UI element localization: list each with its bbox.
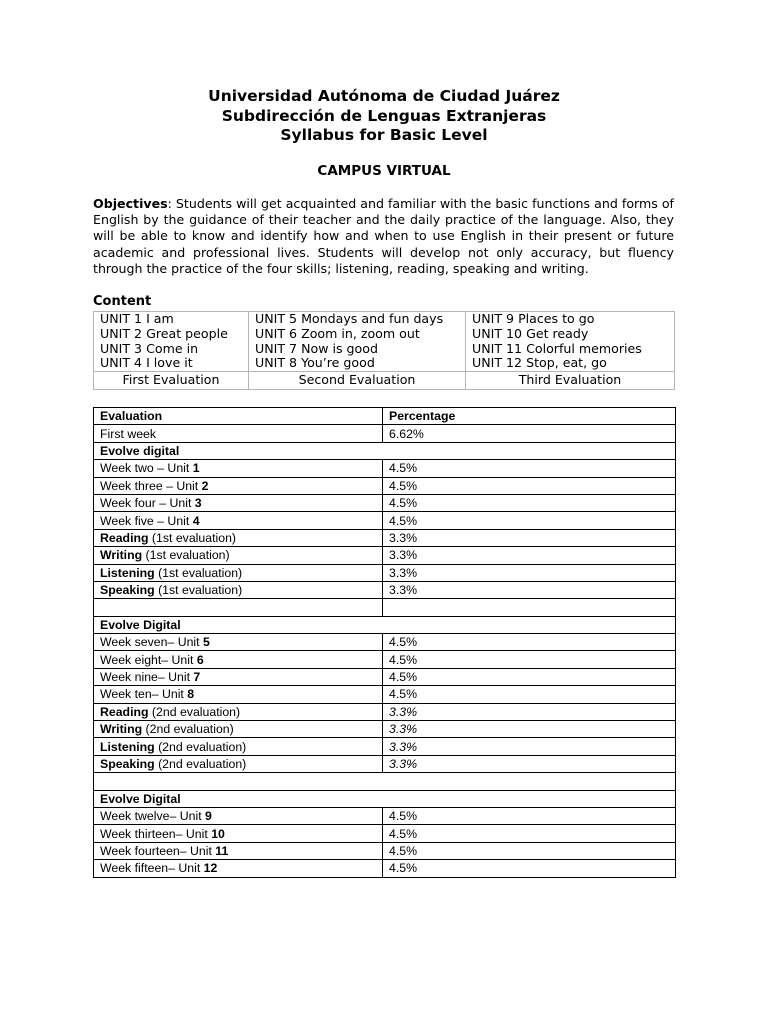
skill-name: Listening bbox=[100, 739, 155, 754]
row-label bbox=[94, 564, 383, 581]
unit-item: UNIT 2 Great people bbox=[100, 325, 228, 341]
table-row bbox=[94, 581, 676, 598]
units-table bbox=[93, 311, 675, 390]
table-header-row bbox=[94, 408, 676, 425]
evaluation-label: Third Evaluation bbox=[466, 372, 675, 390]
blank-cell bbox=[94, 599, 383, 616]
blank-row bbox=[94, 773, 676, 790]
table-row bbox=[94, 807, 676, 824]
row-label: First week bbox=[94, 425, 383, 442]
row-label-text: Week seven– Unit bbox=[100, 635, 203, 650]
table-row bbox=[94, 721, 676, 738]
unit-item: UNIT 4 I love it bbox=[100, 355, 193, 371]
row-label bbox=[94, 807, 383, 824]
units-column-3 bbox=[466, 312, 675, 372]
skill-name: Reading bbox=[100, 530, 149, 545]
unit-item: UNIT 6 Zoom in, zoom out bbox=[255, 325, 420, 341]
row-label bbox=[94, 529, 383, 546]
evaluation-label: Second Evaluation bbox=[249, 372, 466, 390]
row-label bbox=[94, 686, 383, 703]
row-label-text: Week five – Unit bbox=[100, 513, 193, 528]
row-label-text: Week ten– Unit bbox=[100, 687, 188, 702]
unit-item: UNIT 5 Mondays and fun days bbox=[255, 311, 444, 326]
row-label bbox=[94, 651, 383, 668]
unit-number: 12 bbox=[203, 861, 218, 876]
objectives-text: : Students will get acquainted and familiar with the basic functions and forms of English by the guidance of their teacher and the daily practice of the language. Also, they will be able to know and identify how and when to use English in their present or future academic and professional lives. Students will develop not only accuracy, but fluency through the practice of the four skills; listening, reading, speaking and writing. bbox=[93, 196, 674, 276]
table-row bbox=[94, 668, 676, 685]
skill-name: Writing bbox=[100, 722, 143, 737]
unit-item: UNIT 11 Colorful memories bbox=[472, 340, 642, 356]
row-label bbox=[94, 494, 383, 511]
university-name: Universidad Autónoma de Ciudad Juárez bbox=[208, 87, 560, 105]
row-percentage: 4.5% bbox=[383, 668, 676, 685]
unit-item: UNIT 8 You’re good bbox=[255, 355, 375, 371]
blank-cell bbox=[94, 773, 676, 790]
grading-table bbox=[93, 407, 676, 878]
row-percentage: 3.3% bbox=[383, 547, 676, 564]
row-label-text: (1st evaluation) bbox=[148, 530, 237, 545]
row-percentage: 4.5% bbox=[383, 460, 676, 477]
row-label-text: Week three – Unit bbox=[100, 478, 202, 493]
row-label-text: Week four – Unit bbox=[100, 496, 195, 511]
row-label bbox=[94, 825, 383, 842]
row-label-text: (1st evaluation) bbox=[154, 565, 243, 580]
row-percentage: 6.62% bbox=[383, 425, 676, 442]
evaluations-row bbox=[94, 372, 675, 390]
row-label bbox=[94, 668, 383, 685]
table-row bbox=[94, 651, 676, 668]
unit-item: UNIT 7 Now is good bbox=[255, 340, 378, 356]
row-label bbox=[94, 512, 383, 529]
unit-number: 5 bbox=[202, 635, 210, 650]
syllabus-title: Syllabus for Basic Level bbox=[280, 126, 488, 144]
table-row bbox=[94, 738, 676, 755]
table-row bbox=[94, 512, 676, 529]
unit-item: UNIT 3 Come in bbox=[100, 340, 199, 356]
objectives-label: Objectives bbox=[93, 196, 168, 211]
row-label bbox=[94, 581, 383, 598]
table-row bbox=[94, 494, 676, 511]
units-row bbox=[94, 312, 675, 372]
unit-item: UNIT 1 I am bbox=[100, 311, 174, 326]
row-label bbox=[94, 755, 383, 772]
row-label bbox=[94, 738, 383, 755]
row-percentage: 3.3% bbox=[383, 529, 676, 546]
campus-heading: CAMPUS VIRTUAL bbox=[317, 163, 451, 179]
units-column-2 bbox=[249, 312, 466, 372]
unit-number: 6 bbox=[196, 652, 204, 667]
unit-number: 3 bbox=[194, 496, 202, 511]
table-row bbox=[94, 755, 676, 772]
row-percentage: 4.5% bbox=[383, 825, 676, 842]
section-row bbox=[94, 790, 676, 807]
row-label-text: (2nd evaluation) bbox=[142, 722, 234, 737]
department-name: Subdirección de Lenguas Extranjeras bbox=[221, 106, 547, 125]
section-row bbox=[94, 616, 676, 633]
row-label bbox=[94, 703, 383, 720]
row-label bbox=[94, 842, 383, 859]
row-percentage: 4.5% bbox=[383, 807, 676, 824]
unit-number: 1 bbox=[192, 461, 200, 476]
row-label-text: Week eight– Unit bbox=[100, 652, 197, 667]
table-row bbox=[94, 564, 676, 581]
table-row bbox=[94, 477, 676, 494]
row-label-text: (2nd evaluation) bbox=[148, 704, 241, 719]
table-row bbox=[94, 703, 676, 720]
row-percentage: 3.3% bbox=[383, 738, 676, 755]
row-percentage: 3.3% bbox=[383, 703, 676, 720]
document-header bbox=[0, 87, 768, 146]
row-label-text: (2nd evaluation) bbox=[154, 757, 247, 771]
table-row bbox=[94, 460, 676, 477]
row-label bbox=[94, 721, 383, 738]
column-header-percentage: Percentage bbox=[383, 408, 676, 425]
unit-item: UNIT 10 Get ready bbox=[472, 325, 589, 341]
table-row bbox=[94, 634, 676, 651]
content-label: Content bbox=[93, 294, 152, 309]
unit-number: 4 bbox=[192, 513, 200, 528]
evaluation-label: First Evaluation bbox=[94, 372, 249, 390]
row-percentage: 4.5% bbox=[383, 651, 676, 668]
row-label-text: Week fourteen– Unit bbox=[100, 843, 216, 858]
skill-name: Speaking bbox=[100, 583, 155, 598]
row-percentage: 4.5% bbox=[383, 634, 676, 651]
row-label bbox=[94, 634, 383, 651]
row-label-text: Week twelve– Unit bbox=[100, 809, 206, 824]
row-label bbox=[94, 547, 383, 564]
row-label bbox=[94, 860, 383, 877]
row-percentage: 4.5% bbox=[383, 512, 676, 529]
section-heading: Evolve Digital bbox=[94, 616, 676, 633]
row-label-text: (2nd evaluation) bbox=[154, 739, 247, 754]
unit-number: 10 bbox=[211, 826, 225, 841]
unit-number: 11 bbox=[215, 843, 229, 858]
row-label-text: Week fifteen– Unit bbox=[100, 861, 204, 876]
table-row bbox=[94, 686, 676, 703]
unit-item: UNIT 9 Places to go bbox=[472, 311, 595, 326]
objectives-paragraph bbox=[93, 196, 674, 277]
blank-row bbox=[94, 599, 676, 616]
skill-name: Speaking bbox=[100, 757, 155, 771]
row-label-text: Week two – Unit bbox=[100, 461, 193, 476]
row-percentage: 3.3% bbox=[383, 564, 676, 581]
skill-name: Reading bbox=[100, 704, 149, 719]
row-percentage: 4.5% bbox=[383, 860, 676, 877]
section-row bbox=[94, 442, 676, 459]
row-label-text: (1st evaluation) bbox=[142, 548, 230, 563]
unit-item: UNIT 12 Stop, eat, go bbox=[472, 355, 607, 371]
table-row bbox=[94, 547, 676, 564]
unit-number: 9 bbox=[205, 809, 212, 824]
row-percentage: 4.5% bbox=[383, 477, 676, 494]
column-header-evaluation: Evaluation bbox=[94, 408, 383, 425]
row-percentage: 4.5% bbox=[383, 686, 676, 703]
table-row bbox=[94, 425, 676, 442]
row-percentage: 3.3% bbox=[383, 581, 676, 598]
blank-cell bbox=[383, 599, 676, 616]
unit-number: 7 bbox=[193, 670, 201, 685]
row-label-text: Week nine– Unit bbox=[100, 670, 194, 685]
table-row bbox=[94, 860, 676, 877]
row-label-text: Week thirteen– Unit bbox=[100, 826, 212, 841]
unit-number: 8 bbox=[187, 687, 195, 702]
skill-name: Listening bbox=[100, 565, 155, 580]
table-row bbox=[94, 529, 676, 546]
table-row bbox=[94, 842, 676, 859]
units-column-1 bbox=[94, 312, 249, 372]
skill-name: Writing bbox=[100, 548, 143, 563]
row-label bbox=[94, 460, 383, 477]
row-label bbox=[94, 477, 383, 494]
row-label-text: (1st evaluation) bbox=[154, 583, 243, 598]
row-percentage: 3.3% bbox=[383, 755, 676, 772]
row-percentage: 3.3% bbox=[383, 721, 676, 738]
section-heading: Evolve digital bbox=[94, 442, 676, 459]
row-percentage: 4.5% bbox=[383, 494, 676, 511]
unit-number: 2 bbox=[201, 478, 209, 493]
table-row bbox=[94, 825, 676, 842]
row-percentage: 4.5% bbox=[383, 842, 676, 859]
section-heading: Evolve Digital bbox=[94, 790, 676, 807]
